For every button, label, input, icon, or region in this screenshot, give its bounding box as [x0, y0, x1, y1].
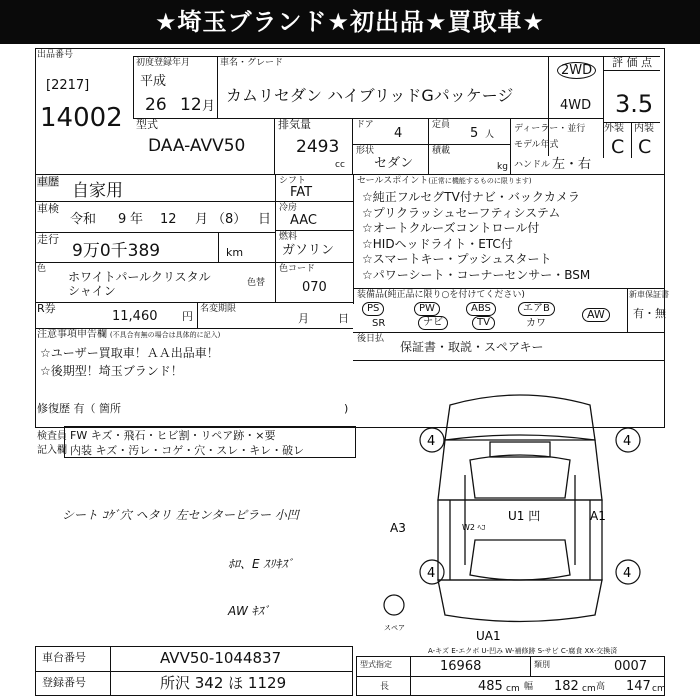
tire-rr: 4 [623, 566, 632, 581]
notes-line2: ☆後期型！埼玉ブランド！ [40, 364, 183, 378]
model-name-label: 車名・グレード [220, 58, 284, 68]
grade-exterior-label: 外装 [604, 123, 624, 134]
damage-ua1: UA1 [476, 629, 501, 640]
selling-label: セールスポイント(正常に機能するものに限ります) [357, 176, 532, 186]
designation: 16968 [440, 659, 482, 674]
doors-label: ドア [356, 120, 374, 130]
banner-text: ★埼玉ブランド★初出品★買取車★ [154, 8, 546, 36]
damage-a1: A1 [590, 509, 606, 523]
checker-label-1: 検査員 [37, 431, 67, 442]
selling-point: ☆スマートキー・プッシュスタート [362, 252, 552, 266]
designation-label: 型式指定 [360, 660, 392, 669]
notes-line1: ☆ユーザー買取車！ＡＡ出品車！ [40, 346, 219, 360]
mileage-label: 走行 [37, 233, 59, 246]
history-label: 車歴 [37, 175, 59, 188]
handle-label: ハンドル [514, 160, 551, 170]
selling-point: ☆プリクラッシュセーフティシステム [362, 205, 561, 220]
repair-label: 修復歴 有（ 箇所 [37, 402, 121, 415]
inspection-month-unit: 月 [195, 212, 209, 227]
recycle-unit: 円 [182, 310, 193, 323]
new-car-warranty: 有・無 [633, 307, 666, 320]
handwritten-line1: シート ｺｹﾞ穴 ヘタリ 左センターピラー 小凹 [62, 508, 299, 522]
meigi-month: 月 [298, 312, 309, 325]
repair-close: ) [344, 402, 349, 415]
chassis-number: AVV50-1044837 [160, 649, 282, 667]
equip-navi[interactable]: ナビ [418, 316, 448, 330]
tire-fr: 4 [623, 434, 632, 449]
history: 自家用 [72, 181, 123, 201]
equipment-label: 装備品(純正品に限り○を付けてください) [357, 290, 525, 300]
equip-airbag[interactable]: エアB [518, 302, 555, 316]
checker-label-2: 記入欄 [37, 445, 67, 456]
class-label: 類別 [534, 660, 550, 669]
shift: FAT [290, 185, 313, 200]
equip-aw[interactable]: AW [582, 303, 610, 322]
recycle-label: R券 [37, 302, 56, 315]
inspection-day: （8） [212, 212, 247, 227]
selling-point: ☆純正フルセグTV付ナビ・バックカメラ [362, 190, 580, 204]
type-code-label: 型式 [136, 118, 158, 131]
inspection-year-unit: 年 [130, 212, 144, 227]
model-year-label: モデル年式 [514, 140, 559, 150]
displacement: 2493 [296, 137, 340, 157]
damage-w2: W2 ﾍｺ [462, 523, 486, 532]
spare-label: スペア [384, 624, 405, 632]
lot-sub-number: [2217] [46, 78, 90, 93]
new-car-warranty-label: 新車保証書 [629, 290, 669, 299]
inspection-day-unit: 日 [258, 212, 272, 227]
reg-number: 所沢 342 ほ 1129 [160, 674, 287, 692]
first-reg-month: 12 [180, 95, 202, 115]
width: 182 [554, 679, 579, 694]
damage-u1: U1 凹 [508, 509, 541, 523]
model-name: カムリセダン ハイブリッドGパッケージ [226, 86, 514, 105]
inspection-label: 車検 [37, 202, 59, 215]
shift-label: シフト [279, 176, 307, 186]
color-code: 070 [302, 280, 327, 295]
checker-row1: FW キズ・飛石・ヒビ割・リペア跡・×要 [70, 429, 276, 442]
grade-exterior: C [611, 136, 625, 158]
car-damage-diagram [380, 380, 670, 640]
equip-abs[interactable]: ABS [466, 302, 496, 316]
capacity-label: 定員 [432, 120, 451, 130]
grade-interior-label: 内装 [634, 123, 654, 134]
body-shape-label: 形状 [356, 146, 375, 156]
checker-row2: 内装 キズ・汚レ・コゲ・穴・スレ・キレ・破レ [70, 444, 305, 457]
color-label: 色 [37, 264, 47, 274]
load-unit: kg [497, 162, 508, 172]
selling-points [362, 190, 590, 283]
capacity: 5 [470, 126, 479, 141]
inspection-month: 12 [160, 212, 177, 227]
legend: A-キズ E-エクボ U-凹み W-補修跡 S-サビ C-腐食 XX-交換済 [428, 647, 618, 655]
width-unit: cm [582, 684, 596, 694]
aircon-label: 冷房 [279, 203, 298, 213]
drive-2wd[interactable]: 2WD [557, 62, 596, 79]
equip-tv[interactable]: TV [472, 316, 495, 330]
lot-number: 14002 [40, 103, 123, 133]
inspection-era: 令和 [70, 212, 97, 227]
first-reg-year: 26 [145, 95, 167, 115]
recycle: 11,460 [112, 309, 158, 324]
height-unit: cm [652, 684, 666, 694]
grade-interior: C [638, 136, 652, 158]
color: ホワイトパールクリスタル シャイン [68, 270, 211, 298]
first-reg-era: 平成 [140, 74, 167, 89]
selling-point: ☆パワーシート・コーナーセンサー・BSM [362, 267, 591, 282]
goods: 保証書・取説・スペアキー [400, 340, 544, 354]
doors: 4 [394, 126, 403, 141]
displacement-label: 排気量 [278, 118, 311, 131]
notes-label: 注意事項申告欄 (不具合有無の場合は具体的に記入) [37, 329, 221, 340]
tire-rl: 4 [427, 566, 436, 581]
goods-label: 後日払 [357, 334, 385, 344]
type-code: DAA-AVV50 [148, 136, 246, 156]
equip-ps[interactable]: PS [362, 302, 384, 316]
first-reg-label: 初度登録年月 [136, 58, 191, 68]
mileage: 9万0千389 [72, 241, 161, 261]
class-number: 0007 [614, 659, 648, 674]
chassis-label: 車台番号 [42, 651, 86, 664]
divider [133, 56, 134, 118]
length-unit: cm [506, 684, 520, 694]
dealer-label: ディーラー・並行 [514, 124, 586, 134]
color-code-label: 色コード [279, 264, 316, 274]
color-change-label: 色替 [247, 278, 266, 288]
equip-leather[interactable]: カワ [526, 318, 546, 329]
capacity-unit: 人 [485, 130, 495, 140]
handwritten-line3: AW ｷｽﾞ [228, 604, 270, 618]
width-label: 幅 [524, 682, 534, 692]
displacement-unit: cc [335, 160, 345, 170]
equip-pw[interactable]: PW [414, 302, 440, 316]
tire-fl: 4 [427, 434, 436, 449]
reg-number-label: 登録番号 [42, 676, 86, 689]
height-label: 高 [596, 682, 606, 692]
selling-point: ☆オートクルーズコントロール付 [362, 221, 540, 235]
meigi-day: 日 [338, 312, 349, 325]
body-shape: セダン [374, 156, 414, 171]
handwritten-line2: ﾎﾛ、E ｽﾘｷｽﾞ [228, 557, 294, 571]
length-label: 長 [380, 682, 390, 692]
grade-label: 評 価 点 [612, 56, 652, 69]
equip-sr[interactable]: SR [372, 318, 386, 329]
meigi-label: 名変期限 [200, 304, 237, 314]
length: 485 [478, 679, 503, 694]
grade-score: 3.5 [615, 90, 654, 118]
selling-point: ☆HIDヘッドライト・ETC付 [362, 236, 513, 251]
handle-value: 左・右 [552, 157, 592, 172]
fuel: ガソリン [282, 243, 335, 258]
aircon: AAC [290, 213, 317, 228]
load-label: 積載 [432, 146, 451, 156]
inspection-year: 9 [118, 212, 127, 227]
drive-4wd[interactable]: 4WD [560, 98, 592, 113]
lot-label: 出品番号 [37, 50, 74, 60]
damage-a3: A3 [390, 521, 406, 535]
fuel-label: 燃料 [279, 232, 298, 242]
height: 147 [626, 679, 651, 694]
mileage-unit: km [226, 246, 244, 259]
first-reg-month-unit: 月 [202, 99, 216, 114]
